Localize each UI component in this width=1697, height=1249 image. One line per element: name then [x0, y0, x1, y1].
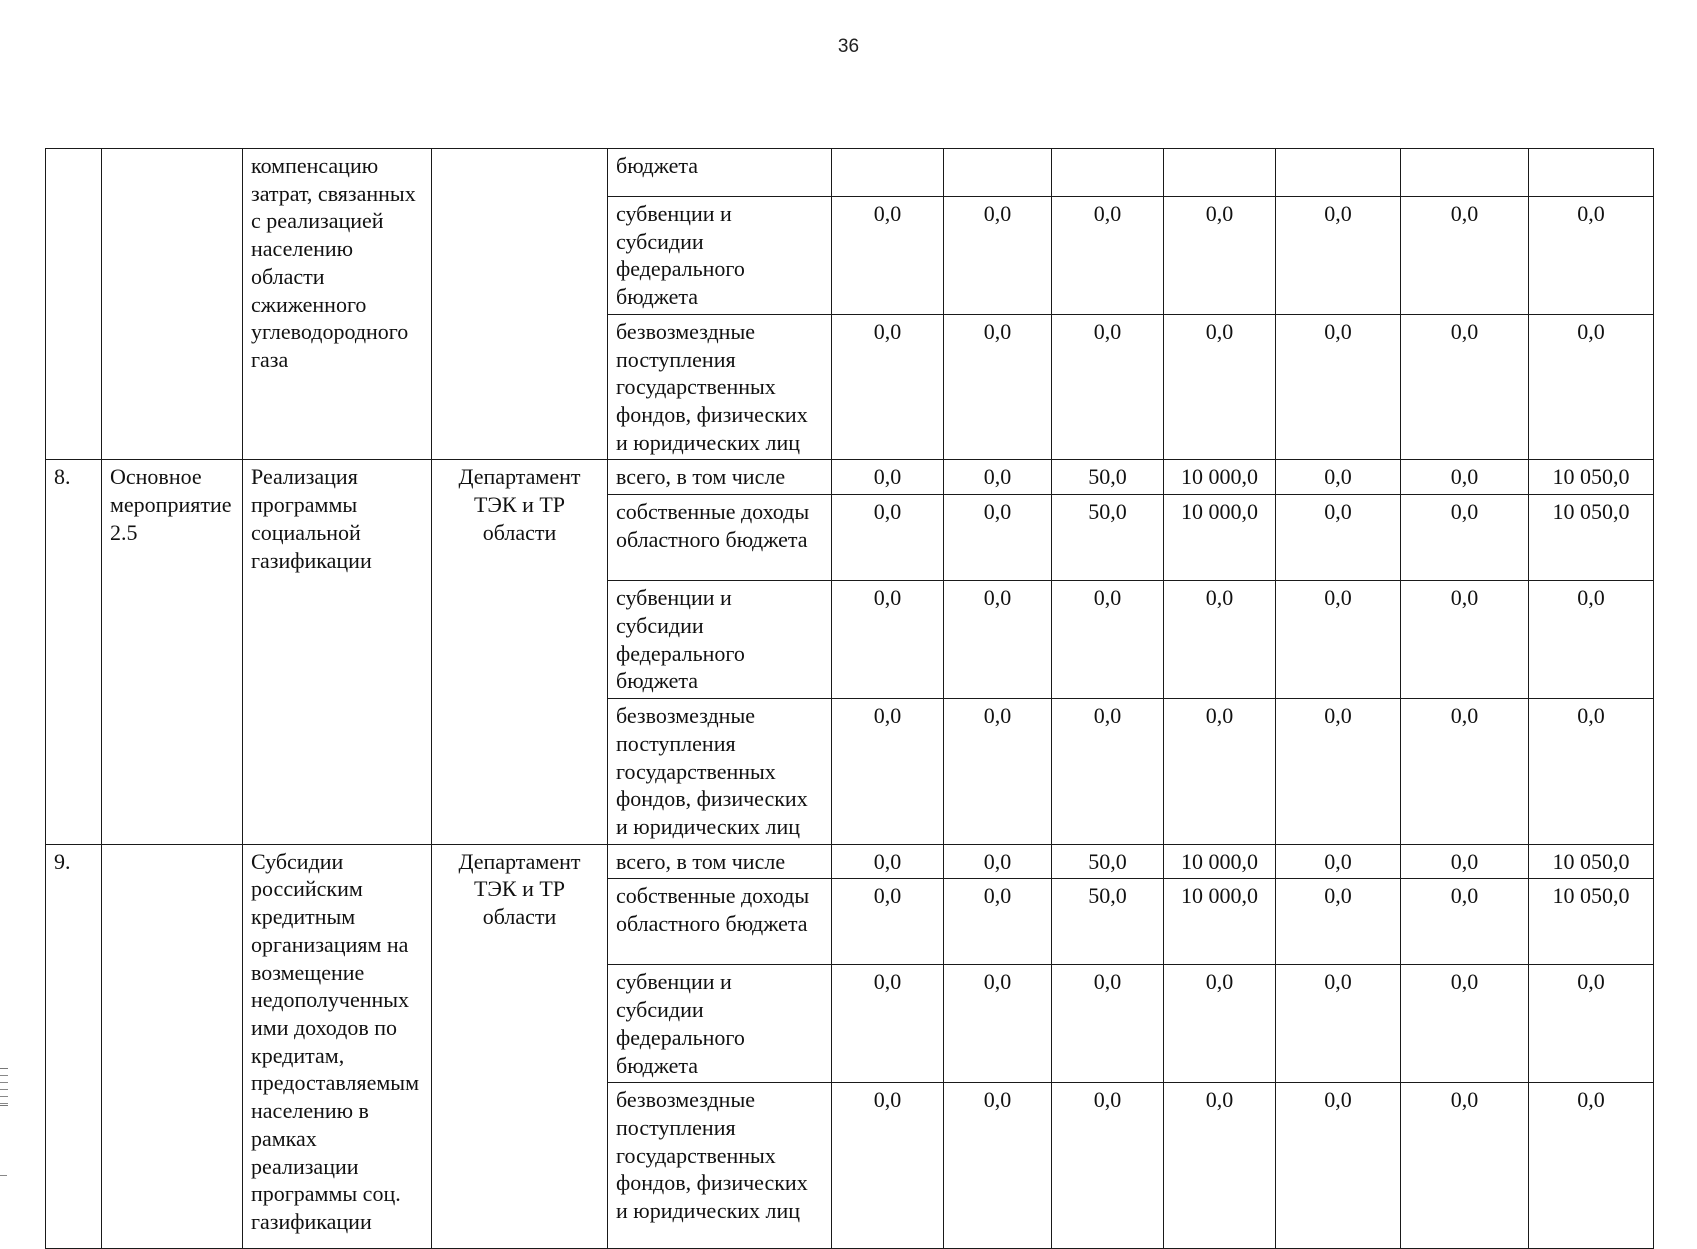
value-cell: 0,0 [1401, 581, 1529, 699]
value-cell: 0,0 [1164, 965, 1276, 1083]
value-cell: 0,0 [832, 314, 944, 460]
value-cell: 0,0 [1052, 314, 1164, 460]
value-cell: 0,0 [944, 197, 1052, 315]
value-cell: 0,0 [944, 581, 1052, 699]
value-cell: 10 000,0 [1164, 844, 1276, 879]
value-cell: 0,0 [1276, 965, 1401, 1083]
margin-mark [0, 1175, 7, 1176]
value-cell: 0,0 [944, 314, 1052, 460]
value-cell: 0,0 [1052, 581, 1164, 699]
value-cell: 0,0 [944, 699, 1052, 845]
value-cell: 0,0 [944, 879, 1052, 965]
value-cell: 0,0 [1276, 197, 1401, 315]
value-cell: 50,0 [1052, 879, 1164, 965]
value-cell: 0,0 [1401, 197, 1529, 315]
funding-source-cell: всего, в том числе [608, 844, 832, 879]
event-title-cell: Субсидии российским кредитным организациям на возмещение недополученных ими доходов по кредитам, предоставляемым населению в рамках реализации программы соц. газификации [243, 844, 432, 1249]
value-cell: 10 000,0 [1164, 460, 1276, 495]
value-cell: 0,0 [1529, 699, 1654, 845]
value-cell: 0,0 [832, 460, 944, 495]
funding-source-cell: собственные доходы областного бюджета [608, 879, 832, 965]
value-cell: 0,0 [1401, 844, 1529, 879]
value-cell [1401, 149, 1529, 197]
value-cell: 0,0 [1164, 1083, 1276, 1249]
value-cell: 0,0 [1164, 581, 1276, 699]
value-cell: 10 000,0 [1164, 879, 1276, 965]
value-cell: 50,0 [1052, 460, 1164, 495]
funding-source-cell: субвенции и субсидии федерального бюджета [608, 197, 832, 315]
value-cell: 0,0 [1276, 1083, 1401, 1249]
value-cell: 0,0 [1401, 699, 1529, 845]
value-cell: 0,0 [1401, 965, 1529, 1083]
value-cell [1276, 149, 1401, 197]
funding-source-cell: собственные доходы областного бюджета [608, 495, 832, 581]
budget-table [45, 148, 1654, 1249]
value-cell: 0,0 [1401, 495, 1529, 581]
value-cell: 0,0 [1529, 314, 1654, 460]
value-cell: 0,0 [1276, 314, 1401, 460]
value-cell [832, 149, 944, 197]
event-title-cell: компенсацию затрат, связанных с реализацией населению области сжиженного углеводородного газа [243, 149, 432, 460]
status-cell: Основное мероприятие 2.5 [102, 460, 243, 844]
row-number-cell: 8. [46, 460, 102, 844]
value-cell: 0,0 [1276, 844, 1401, 879]
funding-source-cell: всего, в том числе [608, 460, 832, 495]
value-cell: 0,0 [1401, 879, 1529, 965]
value-cell: 0,0 [1052, 699, 1164, 845]
value-cell: 0,0 [1276, 581, 1401, 699]
value-cell: 0,0 [832, 699, 944, 845]
value-cell: 0,0 [832, 965, 944, 1083]
funding-source-cell: безвозмездные поступления государственных фондов, физических и юридических лиц [608, 699, 832, 845]
funding-source-cell: субвенции и субсидии федерального бюджета [608, 965, 832, 1083]
value-cell: 10 050,0 [1529, 844, 1654, 879]
value-cell: 0,0 [832, 197, 944, 315]
value-cell: 0,0 [1529, 581, 1654, 699]
page-number: 36 [837, 36, 860, 57]
budget-table-body [46, 149, 1654, 1249]
value-cell: 0,0 [944, 460, 1052, 495]
value-cell: 0,0 [944, 965, 1052, 1083]
value-cell: 0,0 [1529, 1083, 1654, 1249]
value-cell: 0,0 [1052, 965, 1164, 1083]
value-cell: 0,0 [1276, 879, 1401, 965]
executor-cell: Департамент ТЭК и ТР области [432, 460, 608, 844]
value-cell: 10 050,0 [1529, 495, 1654, 581]
funding-source-cell: безвозмездные поступления государственных фондов, физических и юридических лиц [608, 314, 832, 460]
funding-source-cell: безвозмездные поступления государственных фондов, физических и юридических лиц [608, 1083, 832, 1249]
value-cell: 0,0 [1276, 460, 1401, 495]
row-number-cell [46, 149, 102, 460]
value-cell: 50,0 [1052, 844, 1164, 879]
value-cell: 10 050,0 [1529, 879, 1654, 965]
funding-source-cell: субвенции и субсидии федерального бюджета [608, 581, 832, 699]
value-cell: 0,0 [1529, 197, 1654, 315]
table-row [46, 149, 1654, 197]
value-cell: 10 050,0 [1529, 460, 1654, 495]
value-cell: 0,0 [1276, 495, 1401, 581]
status-cell [102, 149, 243, 460]
value-cell: 0,0 [1401, 460, 1529, 495]
value-cell: 0,0 [1164, 699, 1276, 845]
value-cell [1052, 149, 1164, 197]
value-cell: 0,0 [944, 844, 1052, 879]
value-cell: 0,0 [1529, 965, 1654, 1083]
value-cell: 0,0 [1401, 314, 1529, 460]
funding-source-cell: бюджета [608, 149, 832, 197]
value-cell: 0,0 [1052, 1083, 1164, 1249]
binding-marks [0, 1068, 8, 1106]
value-cell: 0,0 [1401, 1083, 1529, 1249]
value-cell: 0,0 [944, 1083, 1052, 1249]
value-cell: 0,0 [832, 581, 944, 699]
value-cell: 0,0 [832, 1083, 944, 1249]
status-cell [102, 844, 243, 1249]
executor-cell [432, 149, 608, 460]
event-title-cell: Реализация программы социальной газификации [243, 460, 432, 844]
value-cell: 10 000,0 [1164, 495, 1276, 581]
value-cell: 0,0 [1052, 197, 1164, 315]
value-cell: 0,0 [1276, 699, 1401, 845]
row-number-cell: 9. [46, 844, 102, 1249]
value-cell: 50,0 [1052, 495, 1164, 581]
value-cell: 0,0 [1164, 197, 1276, 315]
value-cell: 0,0 [832, 879, 944, 965]
value-cell: 0,0 [832, 495, 944, 581]
value-cell: 0,0 [1164, 314, 1276, 460]
value-cell: 0,0 [944, 495, 1052, 581]
value-cell [1164, 149, 1276, 197]
value-cell [944, 149, 1052, 197]
value-cell: 0,0 [832, 844, 944, 879]
table-row-total [46, 844, 1654, 879]
value-cell [1529, 149, 1654, 197]
table-row-total [46, 460, 1654, 495]
executor-cell: Департамент ТЭК и ТР области [432, 844, 608, 1249]
